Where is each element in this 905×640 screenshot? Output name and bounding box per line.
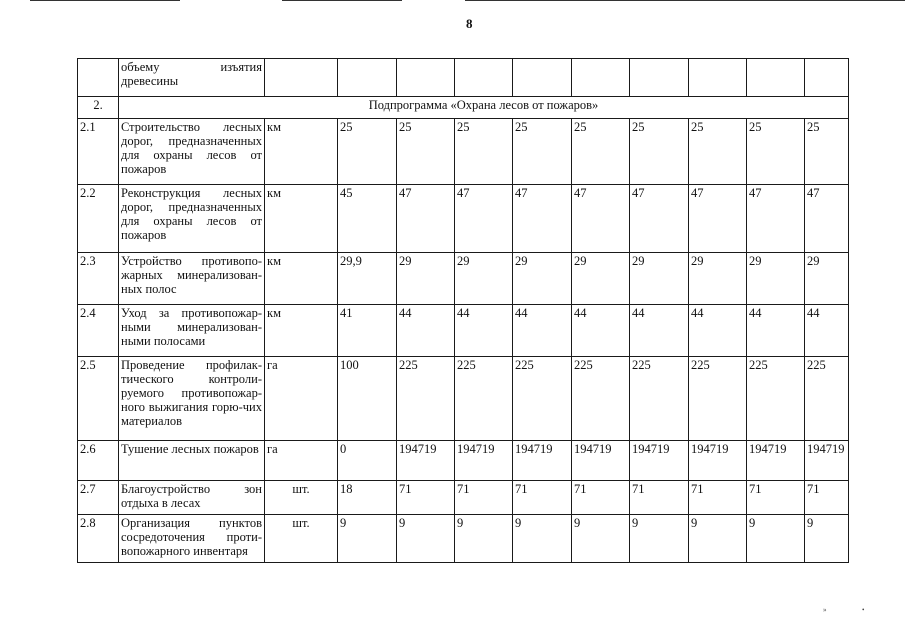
row-number: 2.8 <box>78 515 119 563</box>
value-cell <box>397 59 455 97</box>
value-cell: 47 <box>397 185 455 253</box>
value-cell: 225 <box>455 357 513 441</box>
table-row <box>78 357 849 441</box>
value-cell: 9 <box>455 515 513 563</box>
value-cell: 25 <box>572 119 630 185</box>
value-cell: 44 <box>630 305 689 357</box>
value-cell: 71 <box>689 481 747 515</box>
value-cell: 44 <box>455 305 513 357</box>
value-cell: 9 <box>513 515 572 563</box>
value-cell: 25 <box>397 119 455 185</box>
row-number: 2.7 <box>78 481 119 515</box>
value-cell: 71 <box>572 481 630 515</box>
value-cell: 9 <box>397 515 455 563</box>
value-cell: 194719 <box>397 441 455 481</box>
unit-cell <box>265 59 338 97</box>
value-cell: 9 <box>689 515 747 563</box>
measure-description: Проведение профилак-тического контроли-руемого противопожар-ного выжигания горю-чих материалов <box>119 357 265 441</box>
measure-description: Реконструкция лесных дорог, предназначенных для охраны лесов от пожаров <box>119 185 265 253</box>
value-cell: 47 <box>630 185 689 253</box>
table-row <box>78 253 849 305</box>
value-cell: 18 <box>338 481 397 515</box>
row-number: 2.5 <box>78 357 119 441</box>
value-cell: 44 <box>747 305 805 357</box>
value-cell: 25 <box>513 119 572 185</box>
value-cell <box>338 59 397 97</box>
value-cell: 194719 <box>455 441 513 481</box>
measure-description: Благоустройство зон отдыха в лесах <box>119 481 265 515</box>
value-cell: 41 <box>338 305 397 357</box>
value-cell: 47 <box>455 185 513 253</box>
measure-description: Устройство противопо-жарных минерализован-ных полос <box>119 253 265 305</box>
value-cell: 44 <box>805 305 849 357</box>
value-cell: 25 <box>455 119 513 185</box>
subprogram-title: Подпрограмма «Охрана лесов от пожаров» <box>119 97 849 119</box>
row-number: 2.6 <box>78 441 119 481</box>
value-cell: 25 <box>805 119 849 185</box>
value-cell: 25 <box>747 119 805 185</box>
value-cell <box>689 59 747 97</box>
value-cell <box>747 59 805 97</box>
value-cell: 225 <box>630 357 689 441</box>
value-cell: 44 <box>572 305 630 357</box>
value-cell: 29 <box>689 253 747 305</box>
value-cell: 47 <box>747 185 805 253</box>
subprogram-row <box>78 97 849 119</box>
value-cell: 194719 <box>689 441 747 481</box>
row-number: 2.4 <box>78 305 119 357</box>
table-body <box>78 59 849 563</box>
value-cell <box>630 59 689 97</box>
value-cell <box>805 59 849 97</box>
value-cell: 225 <box>805 357 849 441</box>
value-cell: 100 <box>338 357 397 441</box>
value-cell: 71 <box>455 481 513 515</box>
value-cell: 194719 <box>630 441 689 481</box>
value-cell: 29 <box>747 253 805 305</box>
measures-table <box>77 58 849 563</box>
value-cell: 29 <box>805 253 849 305</box>
value-cell: 194719 <box>513 441 572 481</box>
value-cell: 0 <box>338 441 397 481</box>
value-cell <box>572 59 630 97</box>
table-row <box>78 305 849 357</box>
unit-cell: км <box>265 185 338 253</box>
row-number: 2. <box>78 97 119 119</box>
table-row <box>78 481 849 515</box>
measure-description: Уход за противопожар-ными минерализован-ными полосами <box>119 305 265 357</box>
unit-cell: км <box>265 305 338 357</box>
value-cell: 71 <box>747 481 805 515</box>
table-row <box>78 441 849 481</box>
value-cell: 44 <box>397 305 455 357</box>
unit-cell: шт. <box>265 515 338 563</box>
row-number: 2.2 <box>78 185 119 253</box>
measure-description: Тушение лесных пожаров <box>119 441 265 481</box>
value-cell <box>513 59 572 97</box>
table-row <box>78 59 849 97</box>
value-cell: 71 <box>630 481 689 515</box>
unit-cell: га <box>265 357 338 441</box>
value-cell: 29 <box>397 253 455 305</box>
value-cell: 44 <box>689 305 747 357</box>
value-cell: 25 <box>689 119 747 185</box>
value-cell: 194719 <box>747 441 805 481</box>
value-cell: 44 <box>513 305 572 357</box>
unit-cell: км <box>265 119 338 185</box>
value-cell: 225 <box>572 357 630 441</box>
unit-cell: км <box>265 253 338 305</box>
value-cell: 47 <box>513 185 572 253</box>
value-cell: 29 <box>572 253 630 305</box>
unit-cell: га <box>265 441 338 481</box>
value-cell: 9 <box>630 515 689 563</box>
row-number: 2.3 <box>78 253 119 305</box>
scan-edge-line-1 <box>30 0 180 1</box>
value-cell: 29,9 <box>338 253 397 305</box>
corner-mark-right: • <box>862 606 865 614</box>
row-number <box>78 59 119 97</box>
table-row <box>78 185 849 253</box>
row-number: 2.1 <box>78 119 119 185</box>
table-row <box>78 515 849 563</box>
value-cell: 25 <box>630 119 689 185</box>
value-cell: 71 <box>805 481 849 515</box>
value-cell: 47 <box>805 185 849 253</box>
value-cell: 29 <box>513 253 572 305</box>
value-cell: 29 <box>455 253 513 305</box>
value-cell: 225 <box>397 357 455 441</box>
value-cell: 47 <box>689 185 747 253</box>
value-cell: 71 <box>513 481 572 515</box>
measure-description: Организация пунктов сосредоточения проти-вопожарного инвентаря <box>119 515 265 563</box>
value-cell: 225 <box>513 357 572 441</box>
page-number: 8 <box>466 16 473 31</box>
scan-edge-line-3 <box>465 0 905 1</box>
value-cell: 47 <box>572 185 630 253</box>
table-row <box>78 119 849 185</box>
value-cell: 225 <box>747 357 805 441</box>
value-cell: 29 <box>630 253 689 305</box>
value-cell: 9 <box>338 515 397 563</box>
value-cell <box>455 59 513 97</box>
measure-description: Строительство лесных дорог, предназначенных для охраны лесов от пожаров <box>119 119 265 185</box>
value-cell: 9 <box>747 515 805 563</box>
value-cell: 9 <box>572 515 630 563</box>
measure-description: объему изъятия древесины <box>119 59 265 97</box>
value-cell: 9 <box>805 515 849 563</box>
value-cell: 25 <box>338 119 397 185</box>
value-cell: 225 <box>689 357 747 441</box>
unit-cell: шт. <box>265 481 338 515</box>
corner-mark-left: » <box>823 606 827 614</box>
value-cell: 45 <box>338 185 397 253</box>
value-cell: 71 <box>397 481 455 515</box>
scan-edge-line-2 <box>282 0 402 1</box>
value-cell: 194719 <box>805 441 849 481</box>
value-cell: 194719 <box>572 441 630 481</box>
